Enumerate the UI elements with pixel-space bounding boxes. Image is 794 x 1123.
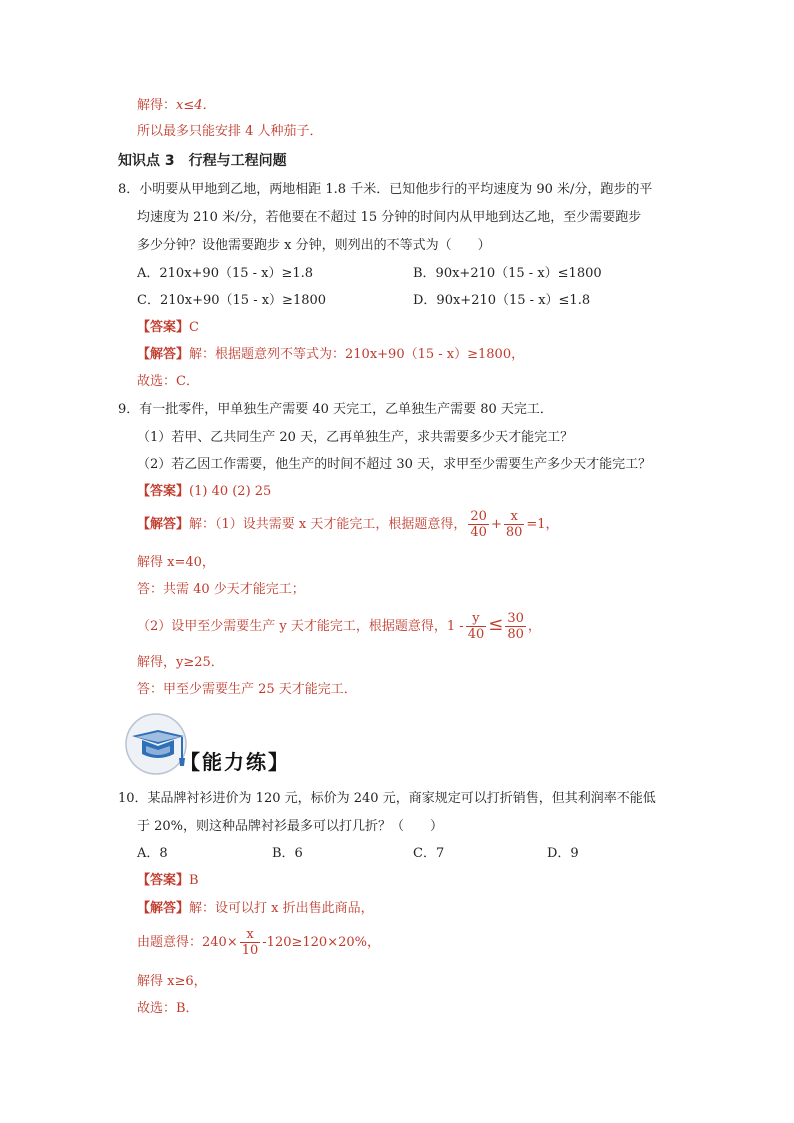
- solution-text: （2）设甲至少需要生产 y 天才能完工，根据题意得，: [137, 619, 447, 634]
- q9-result1: 解得 x=40，: [137, 555, 215, 570]
- q10-line1: 10．某品牌衬衫进价为 120 元，标价为 240 元，商家规定可以打折销售，但其利润率不能低: [118, 791, 656, 806]
- fraction-30-80: [505, 611, 526, 642]
- solution-text: 解：设可以打 x 折出售此商品，: [189, 901, 374, 916]
- expression-start: 1 -: [446, 619, 464, 634]
- solution-tag: 【解答】: [137, 347, 190, 362]
- q10-line2: 于 20%，则这种品牌衬衫最多可以打几折？（ ）: [137, 819, 444, 834]
- answer-tag: 【答案】: [137, 320, 190, 335]
- q10-option-d: D．9: [547, 846, 579, 861]
- numerator: x: [240, 927, 261, 943]
- answer-tag: 【答案】: [137, 484, 190, 499]
- denominator: 40: [470, 525, 487, 540]
- solve-prefix: 解得：: [137, 98, 177, 113]
- answer-tag: 【答案】: [137, 873, 190, 888]
- plus-sign: +: [490, 517, 502, 532]
- q10-option-b: B．6: [272, 846, 303, 861]
- expression-end: -120≥120×20%，: [262, 935, 380, 950]
- q9-line1: 9．有一批零件，甲单独生产需要 40 天完工，乙单独生产需要 80 天完工．: [118, 402, 553, 417]
- q10-option-a: A．8: [137, 846, 168, 861]
- expression-start: 240×: [202, 935, 238, 950]
- q8-solution: [137, 346, 524, 364]
- q8-option-b: B．90x+210（15 - x）≤1800: [413, 266, 602, 281]
- q8-line2: 均速度为 210 米/分，若他要在不超过 15 分钟的时间内从甲地到达乙地，至少需要跑步: [137, 210, 642, 225]
- fraction-x-80: [504, 509, 525, 540]
- numerator: x: [504, 509, 525, 525]
- fraction-x-10: [240, 927, 261, 958]
- q9-result2: 解得，y≥25．: [137, 655, 224, 670]
- q8-option-d: D．90x+210（15 - x）≤1.8: [413, 293, 591, 308]
- solve-line: [137, 97, 216, 115]
- q9-reply2: 答：甲至少需要生产 25 天才能完工．: [137, 682, 357, 697]
- numerator: 20: [470, 509, 487, 524]
- fraction-20-40: [468, 509, 489, 540]
- answer-value: B: [189, 873, 199, 888]
- answer-value: C: [189, 320, 199, 335]
- conclusion-line: 所以最多只能安排 4 人种茄子．: [137, 124, 323, 139]
- answer-value: (1) 40 (2) 25: [189, 484, 272, 499]
- equals-one: =1，: [526, 517, 559, 532]
- q8-answer: [137, 319, 199, 337]
- q9-sub2: （2）若乙因工作需要，他生产的时间不超过 30 天，求甲至少需要生产多少天才能完工？: [137, 457, 652, 472]
- solution-text: 解：（1）设共需要 x 天才能完工，根据题意得，: [189, 517, 467, 532]
- q8-choice: 故选：C．: [137, 374, 199, 389]
- fraction-y-40: [466, 611, 487, 642]
- q10-solution: [137, 900, 374, 918]
- equation-prefix: 由题意得：: [137, 935, 203, 950]
- section-heading: 知识点 3 行程与工程问题: [118, 153, 287, 169]
- q9-solution-2: [137, 608, 541, 644]
- q9-answer: [137, 483, 271, 501]
- q10-answer: [137, 872, 199, 890]
- solution-tag: 【解答】: [137, 517, 190, 532]
- solution-tag: 【解答】: [137, 901, 190, 916]
- q10-result: 解得 x≥6，: [137, 974, 207, 989]
- q10-equation: [137, 926, 380, 960]
- solution-text: 解：根据题意列不等式为：210x+90（15 - x）≥1800，: [189, 347, 525, 362]
- q8-option-a: A．210x+90（15 - x）≥1.8: [137, 266, 314, 281]
- ability-practice-title: 【能力练】: [180, 750, 290, 774]
- denominator: 80: [505, 525, 523, 540]
- q9-sub1: （1）若甲、乙共同生产 20 天，乙再单独生产，求共需要多少天才能完工？: [137, 430, 574, 445]
- numerator: 30: [507, 611, 524, 626]
- q8-line3: 多少分钟？设他需要跑步 x 分钟，则列出的不等式为（ ）: [137, 238, 491, 253]
- denominator: 40: [467, 627, 485, 642]
- numerator: y: [466, 611, 487, 627]
- denominator: 10: [241, 943, 259, 958]
- solve-result: x≤4．: [176, 98, 216, 113]
- q8-option-c: C．210x+90（15 - x）≥1800: [137, 293, 327, 308]
- expression-end: ，: [527, 619, 541, 634]
- le-sign: ≤: [488, 614, 504, 635]
- denominator: 80: [507, 627, 524, 642]
- q8-line1: 8．小明要从甲地到乙地，两地相距 1.8 千米．已知他步行的平均速度为 90 米/分，跑步的平: [118, 182, 653, 197]
- q10-option-c: C．7: [413, 846, 445, 861]
- q9-reply1: 答：共需 40 少天才能完工；: [137, 582, 305, 597]
- q9-solution-1: [137, 508, 559, 542]
- q10-choice: 故选：B．: [137, 1001, 199, 1016]
